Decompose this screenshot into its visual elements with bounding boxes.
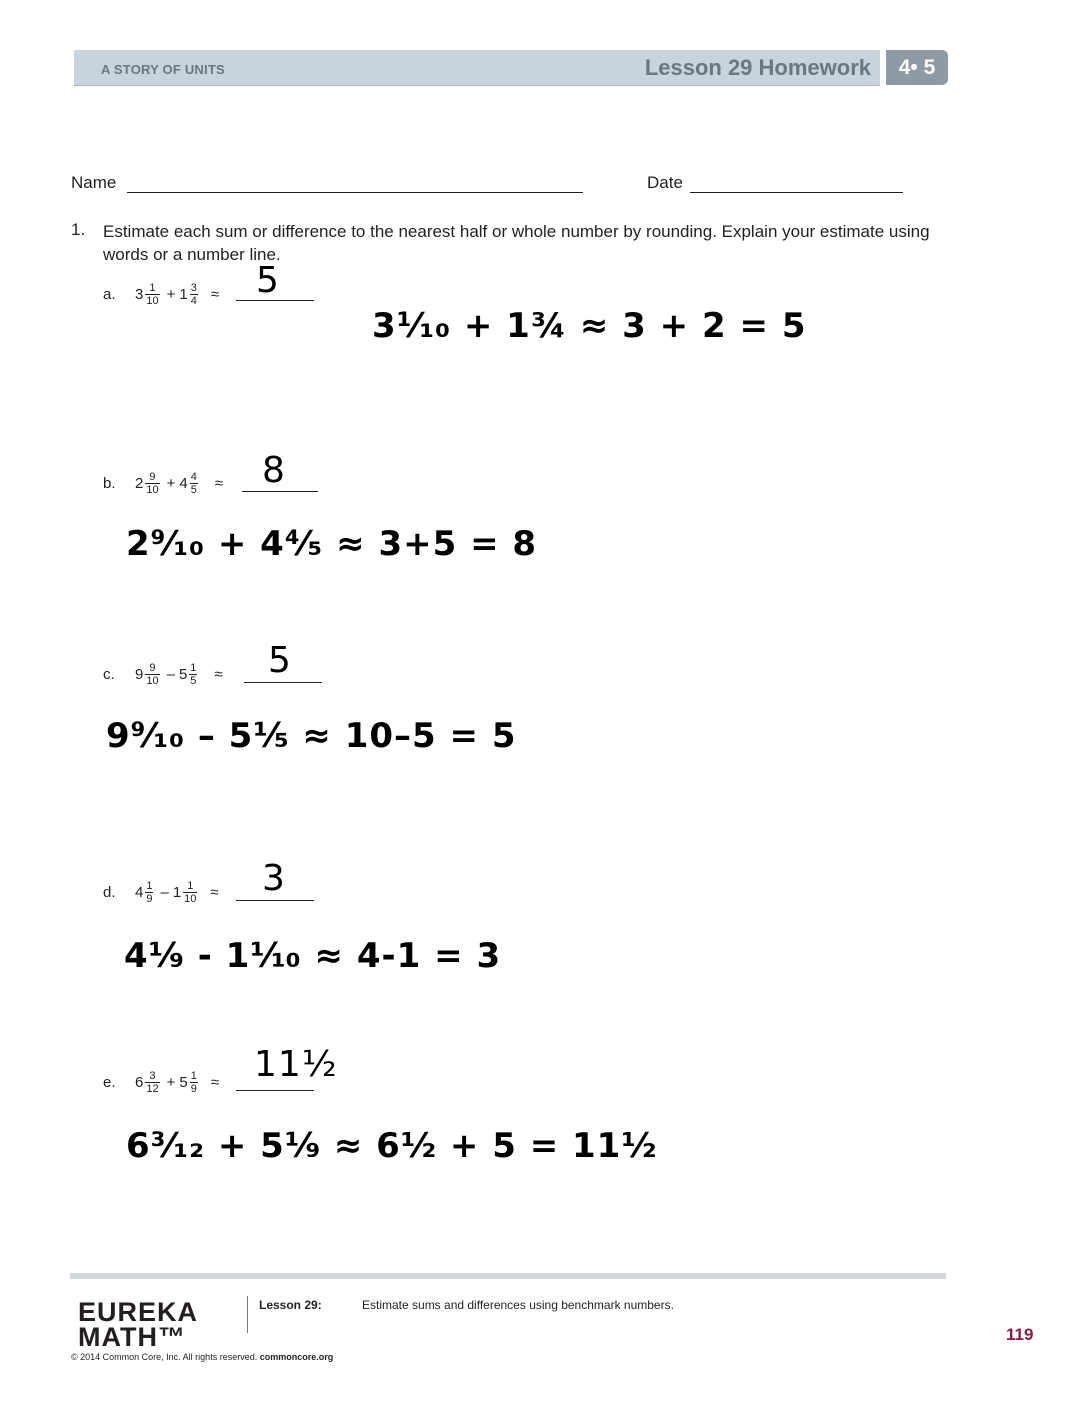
handwritten-work: 9⁹⁄₁₀ – 5⅕ ≈ 10–5 = 5 bbox=[106, 716, 517, 756]
handwritten-work: 4⅑ - 1⅒ ≈ 4-1 = 3 bbox=[124, 936, 502, 976]
whole-2: 5 bbox=[179, 1073, 188, 1091]
operator: + bbox=[166, 474, 176, 492]
operator: + bbox=[166, 1073, 176, 1091]
handwritten-answer: 5 bbox=[256, 260, 280, 301]
operator: + bbox=[166, 285, 176, 303]
answer-blank bbox=[236, 1090, 314, 1091]
handwritten-work: 3¹⁄₁₀ + 1¾ ≈ 3 + 2 = 5 bbox=[372, 306, 807, 346]
operator: – bbox=[166, 665, 175, 683]
problem-label: a. bbox=[103, 285, 116, 303]
footer-divider bbox=[247, 1296, 248, 1333]
problem-label: c. bbox=[103, 665, 115, 683]
fraction-1: $\frac{3}{12}$ bbox=[146, 1069, 159, 1095]
approx-symbol: ≈ bbox=[214, 665, 223, 683]
problem-label: e. bbox=[103, 1073, 116, 1091]
whole-1: 2 bbox=[135, 474, 144, 492]
name-label: Name bbox=[71, 173, 117, 192]
handwritten-answer: 11½ bbox=[254, 1044, 338, 1085]
fraction-2: $\frac{4}{5}$ bbox=[190, 470, 197, 496]
problem-label: d. bbox=[103, 883, 116, 901]
whole-2: 4 bbox=[179, 474, 188, 492]
grade-module-badge: 4• 5 bbox=[886, 50, 948, 85]
approx-symbol: ≈ bbox=[214, 474, 224, 492]
page-number: 119 bbox=[1006, 1325, 1034, 1344]
header-bar bbox=[74, 50, 880, 86]
date-label: Date bbox=[647, 173, 683, 192]
approx-symbol: ≈ bbox=[210, 285, 220, 303]
fraction-2: $\frac{3}{4}$ bbox=[190, 281, 197, 307]
whole-2: 5 bbox=[178, 665, 188, 683]
problem-label: b. bbox=[103, 474, 116, 492]
fraction-2: $\frac{1}{10}$ bbox=[184, 879, 197, 905]
handwritten-answer: 5 bbox=[268, 640, 292, 681]
approx-symbol: ≈ bbox=[210, 1073, 220, 1091]
whole-1: 4 bbox=[135, 883, 144, 901]
problem-d bbox=[103, 872, 219, 912]
whole-1: 9 bbox=[135, 665, 144, 683]
problem-b bbox=[103, 463, 223, 503]
whole-2: 1 bbox=[172, 883, 182, 901]
fraction-1: $\frac{9}{10}$ bbox=[146, 470, 159, 496]
copyright: © 2014 Common Core, Inc. All rights reserved. commoncore.org bbox=[71, 1352, 334, 1362]
fraction-2: $\frac{1}{9}$ bbox=[190, 1069, 197, 1095]
fraction-1: $\frac{1}{9}$ bbox=[146, 879, 153, 905]
fraction-2: $\frac{1}{5}$ bbox=[190, 661, 197, 687]
footer-lesson-description: Estimate sums and differences using benchmark numbers. bbox=[362, 1298, 674, 1312]
name-line bbox=[127, 192, 583, 193]
handwritten-work: 2⁹⁄₁₀ + 4⁴⁄₅ ≈ 3+5 = 8 bbox=[126, 524, 538, 564]
handwritten-answer: 3 bbox=[262, 858, 286, 899]
lesson-title: Lesson 29 Homework bbox=[644, 55, 871, 80]
approx-symbol: ≈ bbox=[210, 883, 219, 901]
handwritten-work: 6³⁄₁₂ + 5⅑ ≈ 6½ + 5 = 11½ bbox=[126, 1126, 658, 1166]
operator: – bbox=[160, 883, 169, 901]
fraction-1: $\frac{1}{10}$ bbox=[146, 281, 159, 307]
fraction-1: $\frac{9}{10}$ bbox=[146, 661, 159, 687]
whole-2: 1 bbox=[179, 285, 188, 303]
whole-1: 3 bbox=[135, 285, 144, 303]
answer-blank bbox=[236, 900, 314, 901]
handwritten-answer: 8 bbox=[262, 450, 286, 491]
answer-blank bbox=[244, 682, 322, 683]
eureka-math-logo: EUREKA MATH™ bbox=[78, 1297, 199, 1352]
question-text: Estimate each sum or difference to the nearest half or whole number by rounding. Explain your estimate using words or a number line. bbox=[103, 222, 930, 264]
question-number: 1. bbox=[71, 220, 86, 239]
curriculum-label: A STORY OF UNITS bbox=[101, 62, 225, 77]
footer-lesson-label: Lesson 29: bbox=[259, 1298, 322, 1312]
problem-e bbox=[103, 1062, 219, 1102]
answer-blank bbox=[242, 491, 318, 492]
footer-rule bbox=[70, 1273, 946, 1279]
problem-a bbox=[103, 274, 219, 314]
problem-c bbox=[103, 654, 223, 694]
whole-1: 6 bbox=[135, 1073, 144, 1091]
date-line bbox=[690, 192, 903, 193]
